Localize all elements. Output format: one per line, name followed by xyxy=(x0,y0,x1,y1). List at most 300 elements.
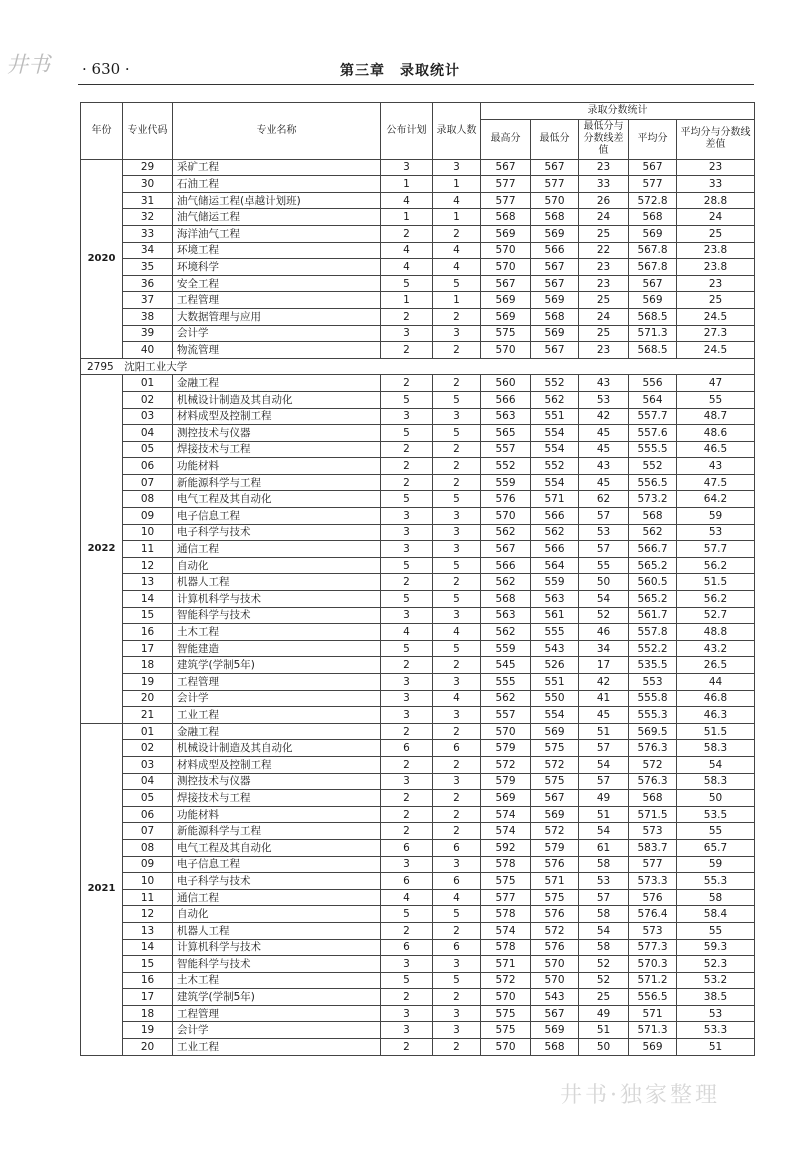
table-cell: 17 xyxy=(579,657,629,674)
table-row xyxy=(81,740,755,757)
table-cell: 557.7 xyxy=(629,408,677,425)
table-row xyxy=(81,391,755,408)
table-cell: 26.5 xyxy=(677,657,755,674)
table-cell: 3 xyxy=(433,707,481,724)
table-row xyxy=(81,209,755,226)
table-cell: 34 xyxy=(123,242,173,259)
table-cell: 06 xyxy=(123,458,173,475)
table-cell: 36 xyxy=(123,275,173,292)
table-cell: 45 xyxy=(579,707,629,724)
table-cell: 575 xyxy=(481,325,531,342)
table-cell: 583.7 xyxy=(629,839,677,856)
table-cell: 559 xyxy=(481,640,531,657)
table-cell: 6 xyxy=(381,939,433,956)
table-cell: 50 xyxy=(579,574,629,591)
table-cell: 554 xyxy=(531,441,579,458)
major-name-cell: 焊接技术与工程 xyxy=(173,441,381,458)
table-cell: 25 xyxy=(579,325,629,342)
table-cell: 61 xyxy=(579,839,629,856)
table-cell: 567 xyxy=(531,342,579,359)
table-cell: 3 xyxy=(381,325,433,342)
table-cell: 48.8 xyxy=(677,624,755,641)
table-cell: 5 xyxy=(381,640,433,657)
table-cell: 55 xyxy=(579,557,629,574)
table-cell: 09 xyxy=(123,856,173,873)
table-cell: 560.5 xyxy=(629,574,677,591)
major-name-cell: 功能材料 xyxy=(173,806,381,823)
major-name-cell: 机械设计制造及其自动化 xyxy=(173,391,381,408)
table-cell: 552 xyxy=(531,375,579,392)
table-cell: 568 xyxy=(481,209,531,226)
header-rule xyxy=(78,84,754,85)
table-cell: 570 xyxy=(531,972,579,989)
table-cell: 52.3 xyxy=(677,956,755,973)
major-name-cell: 采矿工程 xyxy=(173,159,381,176)
table-cell: 6 xyxy=(381,873,433,890)
table-row xyxy=(81,574,755,591)
table-cell: 01 xyxy=(123,723,173,740)
major-name-cell: 土木工程 xyxy=(173,624,381,641)
table-cell: 18 xyxy=(123,657,173,674)
table-cell: 56.2 xyxy=(677,591,755,608)
table-cell: 5 xyxy=(381,557,433,574)
table-cell: 571.3 xyxy=(629,1022,677,1039)
table-cell: 13 xyxy=(123,922,173,939)
table-cell: 543 xyxy=(531,640,579,657)
major-name-cell: 材料成型及控制工程 xyxy=(173,756,381,773)
table-cell: 1 xyxy=(433,292,481,309)
table-cell: 566 xyxy=(531,242,579,259)
table-cell: 553 xyxy=(629,674,677,691)
table-cell: 16 xyxy=(123,624,173,641)
table-cell: 07 xyxy=(123,474,173,491)
table-cell: 2 xyxy=(433,756,481,773)
table-cell: 569 xyxy=(629,225,677,242)
table-cell: 568 xyxy=(481,591,531,608)
table-cell: 50 xyxy=(579,1039,629,1056)
table-cell: 43 xyxy=(579,375,629,392)
major-name-cell: 焊接技术与工程 xyxy=(173,790,381,807)
table-cell: 572 xyxy=(629,756,677,773)
major-name-cell: 机器人工程 xyxy=(173,574,381,591)
table-cell: 2 xyxy=(433,574,481,591)
table-cell: 5 xyxy=(381,591,433,608)
table-cell: 562 xyxy=(481,690,531,707)
table-cell: 576.3 xyxy=(629,740,677,757)
table-cell: 2 xyxy=(433,225,481,242)
table-row xyxy=(81,690,755,707)
table-cell: 577 xyxy=(531,176,579,193)
table-cell: 4 xyxy=(433,690,481,707)
major-name-cell: 会计学 xyxy=(173,690,381,707)
table-cell: 37 xyxy=(123,292,173,309)
table-cell: 569 xyxy=(629,292,677,309)
table-cell: 2 xyxy=(433,790,481,807)
table-cell: 555.8 xyxy=(629,690,677,707)
table-cell: 555.5 xyxy=(629,441,677,458)
table-cell: 571 xyxy=(531,491,579,508)
table-cell: 43 xyxy=(579,458,629,475)
table-cell: 577.3 xyxy=(629,939,677,956)
table-cell: 577 xyxy=(629,176,677,193)
major-name-cell: 环境科学 xyxy=(173,259,381,276)
table-row xyxy=(81,308,755,325)
table-cell: 568.5 xyxy=(629,342,677,359)
school-header-row xyxy=(81,358,755,375)
major-name-cell: 新能源科学与工程 xyxy=(173,823,381,840)
table-cell: 572.8 xyxy=(629,192,677,209)
table-cell: 576 xyxy=(629,889,677,906)
table-cell: 556.5 xyxy=(629,474,677,491)
table-cell: 2 xyxy=(433,474,481,491)
table-cell: 19 xyxy=(123,1022,173,1039)
table-row xyxy=(81,906,755,923)
major-name-cell: 测控技术与仪器 xyxy=(173,425,381,442)
table-cell: 34 xyxy=(579,640,629,657)
table-cell: 567 xyxy=(531,790,579,807)
table-cell: 568.5 xyxy=(629,308,677,325)
table-cell: 5 xyxy=(433,275,481,292)
table-cell: 568 xyxy=(629,508,677,525)
table-row xyxy=(81,607,755,624)
table-row xyxy=(81,275,755,292)
table-cell: 556.5 xyxy=(629,989,677,1006)
table-cell: 56.2 xyxy=(677,557,755,574)
table-cell: 03 xyxy=(123,756,173,773)
table-cell: 53 xyxy=(677,1005,755,1022)
table-cell: 567 xyxy=(531,159,579,176)
table-cell: 569 xyxy=(629,1039,677,1056)
table-cell: 1 xyxy=(433,176,481,193)
table-cell: 11 xyxy=(123,889,173,906)
table-cell: 569.5 xyxy=(629,723,677,740)
table-cell: 3 xyxy=(433,773,481,790)
table-cell: 565 xyxy=(481,425,531,442)
major-name-cell: 自动化 xyxy=(173,906,381,923)
table-cell: 575 xyxy=(481,1022,531,1039)
table-cell: 38.5 xyxy=(677,989,755,1006)
table-cell: 4 xyxy=(381,192,433,209)
table-cell: 51.5 xyxy=(677,574,755,591)
table-cell: 50 xyxy=(677,790,755,807)
table-cell: 535.5 xyxy=(629,657,677,674)
table-row xyxy=(81,557,755,574)
table-cell: 57 xyxy=(579,773,629,790)
table-cell: 3 xyxy=(381,856,433,873)
table-cell: 2 xyxy=(381,308,433,325)
table-cell: 57 xyxy=(579,541,629,558)
table-cell: 19 xyxy=(123,674,173,691)
table-row xyxy=(81,192,755,209)
table-row xyxy=(81,806,755,823)
table-cell: 570 xyxy=(481,242,531,259)
table-row xyxy=(81,441,755,458)
table-row xyxy=(81,541,755,558)
table-cell: 2 xyxy=(381,989,433,1006)
table-cell: 569 xyxy=(531,723,579,740)
table-cell: 45 xyxy=(579,425,629,442)
table-cell: 557 xyxy=(481,441,531,458)
table-cell: 569 xyxy=(481,292,531,309)
table-cell: 567 xyxy=(531,1005,579,1022)
table-cell: 47 xyxy=(677,375,755,392)
table-cell: 545 xyxy=(481,657,531,674)
table-cell: 554 xyxy=(531,474,579,491)
major-name-cell: 环境工程 xyxy=(173,242,381,259)
table-cell: 570.3 xyxy=(629,956,677,973)
table-cell: 563 xyxy=(481,408,531,425)
table-cell: 575 xyxy=(531,773,579,790)
year-cell: 2022 xyxy=(81,375,123,723)
major-name-cell: 计算机科学与技术 xyxy=(173,939,381,956)
table-cell: 577 xyxy=(481,889,531,906)
table-cell: 10 xyxy=(123,524,173,541)
table-cell: 4 xyxy=(433,192,481,209)
table-cell: 572 xyxy=(531,922,579,939)
table-cell: 4 xyxy=(381,889,433,906)
table-cell: 6 xyxy=(433,939,481,956)
table-cell: 52.7 xyxy=(677,607,755,624)
table-cell: 16 xyxy=(123,972,173,989)
table-cell: 552 xyxy=(629,458,677,475)
major-name-cell: 智能科学与技术 xyxy=(173,956,381,973)
table-cell: 572 xyxy=(481,756,531,773)
table-cell: 574 xyxy=(481,806,531,823)
table-cell: 15 xyxy=(123,607,173,624)
major-name-cell: 物流管理 xyxy=(173,342,381,359)
table-cell: 2 xyxy=(433,1039,481,1056)
table-cell: 566 xyxy=(531,508,579,525)
table-row xyxy=(81,524,755,541)
table-cell: 4 xyxy=(381,242,433,259)
table-cell: 2 xyxy=(433,308,481,325)
table-cell: 2 xyxy=(381,806,433,823)
col-diff-min: 最低分与分数线差值 xyxy=(579,119,629,159)
table-cell: 568 xyxy=(531,308,579,325)
table-cell: 570 xyxy=(531,192,579,209)
table-cell: 01 xyxy=(123,375,173,392)
table-cell: 2 xyxy=(381,723,433,740)
table-cell: 46.5 xyxy=(677,441,755,458)
table-cell: 53 xyxy=(579,524,629,541)
table-row xyxy=(81,939,755,956)
major-name-cell: 土木工程 xyxy=(173,972,381,989)
major-name-cell: 自动化 xyxy=(173,557,381,574)
table-cell: 2 xyxy=(433,922,481,939)
table-cell: 2 xyxy=(381,574,433,591)
table-cell: 54 xyxy=(579,756,629,773)
table-row xyxy=(81,292,755,309)
table-cell: 41 xyxy=(579,690,629,707)
table-cell: 3 xyxy=(381,524,433,541)
table-cell: 570 xyxy=(481,259,531,276)
table-cell: 571.5 xyxy=(629,806,677,823)
table-cell: 53.2 xyxy=(677,972,755,989)
table-cell: 58.3 xyxy=(677,740,755,757)
table-row xyxy=(81,242,755,259)
table-cell: 25 xyxy=(579,292,629,309)
table-cell: 48.7 xyxy=(677,408,755,425)
table-cell: 552.2 xyxy=(629,640,677,657)
table-cell: 43 xyxy=(677,458,755,475)
table-cell: 3 xyxy=(381,707,433,724)
table-row xyxy=(81,773,755,790)
table-cell: 23.8 xyxy=(677,242,755,259)
table-cell: 17 xyxy=(123,640,173,657)
major-name-cell: 会计学 xyxy=(173,1022,381,1039)
table-cell: 568 xyxy=(629,209,677,226)
table-cell: 51.5 xyxy=(677,723,755,740)
table-cell: 08 xyxy=(123,839,173,856)
table-row xyxy=(81,657,755,674)
table-cell: 563 xyxy=(481,607,531,624)
col-min: 最低分 xyxy=(531,119,579,159)
major-name-cell: 建筑学(学制5年) xyxy=(173,657,381,674)
table-cell: 3 xyxy=(433,541,481,558)
table-cell: 571.3 xyxy=(629,325,677,342)
table-cell: 3 xyxy=(381,607,433,624)
table-cell: 23 xyxy=(677,159,755,176)
table-cell: 5 xyxy=(433,640,481,657)
table-cell: 25 xyxy=(677,292,755,309)
major-name-cell: 测控技术与仪器 xyxy=(173,773,381,790)
table-cell: 578 xyxy=(481,939,531,956)
table-cell: 572 xyxy=(531,823,579,840)
table-cell: 23 xyxy=(579,275,629,292)
table-cell: 568 xyxy=(629,790,677,807)
table-cell: 45 xyxy=(579,441,629,458)
table-cell: 564 xyxy=(629,391,677,408)
table-cell: 2 xyxy=(381,657,433,674)
table-row xyxy=(81,889,755,906)
table-cell: 07 xyxy=(123,823,173,840)
table-cell: 15 xyxy=(123,956,173,973)
table-cell: 64.2 xyxy=(677,491,755,508)
major-name-cell: 金融工程 xyxy=(173,375,381,392)
table-row xyxy=(81,425,755,442)
table-cell: 42 xyxy=(579,674,629,691)
table-cell: 567 xyxy=(629,275,677,292)
table-cell: 51 xyxy=(579,1022,629,1039)
table-cell: 53.3 xyxy=(677,1022,755,1039)
table-cell: 2 xyxy=(381,790,433,807)
table-row xyxy=(81,375,755,392)
table-cell: 571 xyxy=(629,1005,677,1022)
table-cell: 3 xyxy=(433,674,481,691)
col-year: 年份 xyxy=(81,103,123,160)
table-cell: 2 xyxy=(381,474,433,491)
major-name-cell: 大数据管理与应用 xyxy=(173,308,381,325)
table-cell: 4 xyxy=(433,242,481,259)
major-name-cell: 石油工程 xyxy=(173,176,381,193)
table-cell: 564 xyxy=(531,557,579,574)
table-cell: 2 xyxy=(433,723,481,740)
table-cell: 577 xyxy=(481,192,531,209)
table-cell: 576 xyxy=(531,906,579,923)
table-cell: 572 xyxy=(531,756,579,773)
table-cell: 3 xyxy=(433,1005,481,1022)
major-name-cell: 计算机科学与技术 xyxy=(173,591,381,608)
table-row xyxy=(81,640,755,657)
table-cell: 33 xyxy=(123,225,173,242)
table-cell: 3 xyxy=(381,541,433,558)
table-cell: 570 xyxy=(481,989,531,1006)
table-cell: 02 xyxy=(123,740,173,757)
table-cell: 3 xyxy=(433,325,481,342)
col-avg: 平均分 xyxy=(629,119,677,159)
table-cell: 30 xyxy=(123,176,173,193)
table-cell: 555 xyxy=(481,674,531,691)
table-cell: 5 xyxy=(381,425,433,442)
table-cell: 3 xyxy=(381,1005,433,1022)
table-cell: 567 xyxy=(629,159,677,176)
table-cell: 2 xyxy=(381,1039,433,1056)
table-cell: 4 xyxy=(433,889,481,906)
major-name-cell: 工程管理 xyxy=(173,1005,381,1022)
major-name-cell: 金融工程 xyxy=(173,723,381,740)
major-name-cell: 通信工程 xyxy=(173,541,381,558)
table-cell: 25 xyxy=(579,225,629,242)
table-row xyxy=(81,756,755,773)
table-cell: 565.2 xyxy=(629,591,677,608)
col-diff-avg: 平均分与分数线差值 xyxy=(677,119,755,159)
table-cell: 3 xyxy=(381,773,433,790)
table-row xyxy=(81,259,755,276)
table-cell: 554 xyxy=(531,707,579,724)
major-name-cell: 智能建造 xyxy=(173,640,381,657)
table-cell: 27.3 xyxy=(677,325,755,342)
year-cell: 2020 xyxy=(81,159,123,358)
col-max: 最高分 xyxy=(481,119,531,159)
table-cell: 556 xyxy=(629,375,677,392)
table-cell: 53.5 xyxy=(677,806,755,823)
table-cell: 5 xyxy=(433,591,481,608)
table-cell: 569 xyxy=(531,1022,579,1039)
table-cell: 576.4 xyxy=(629,906,677,923)
table-cell: 24 xyxy=(677,209,755,226)
table-cell: 2 xyxy=(381,458,433,475)
table-cell: 53 xyxy=(579,391,629,408)
table-cell: 03 xyxy=(123,408,173,425)
table-cell: 1 xyxy=(381,176,433,193)
table-cell: 576 xyxy=(531,856,579,873)
table-cell: 12 xyxy=(123,906,173,923)
table-cell: 09 xyxy=(123,508,173,525)
table-row xyxy=(81,956,755,973)
table-cell: 2 xyxy=(433,375,481,392)
table-cell: 54 xyxy=(579,591,629,608)
table-row xyxy=(81,922,755,939)
table-row xyxy=(81,325,755,342)
major-name-cell: 油气储运工程(卓越计划班) xyxy=(173,192,381,209)
table-cell: 6 xyxy=(433,839,481,856)
table-row xyxy=(81,1039,755,1056)
table-cell: 561.7 xyxy=(629,607,677,624)
table-cell: 569 xyxy=(481,790,531,807)
table-cell: 5 xyxy=(433,557,481,574)
major-name-cell: 新能源科学与工程 xyxy=(173,474,381,491)
table-cell: 06 xyxy=(123,806,173,823)
table-cell: 04 xyxy=(123,425,173,442)
table-cell: 62 xyxy=(579,491,629,508)
major-name-cell: 电气工程及其自动化 xyxy=(173,839,381,856)
table-row xyxy=(81,1022,755,1039)
table-cell: 6 xyxy=(381,740,433,757)
major-name-cell: 通信工程 xyxy=(173,889,381,906)
table-cell: 575 xyxy=(481,873,531,890)
table-cell: 23 xyxy=(677,275,755,292)
table-cell: 54 xyxy=(579,922,629,939)
